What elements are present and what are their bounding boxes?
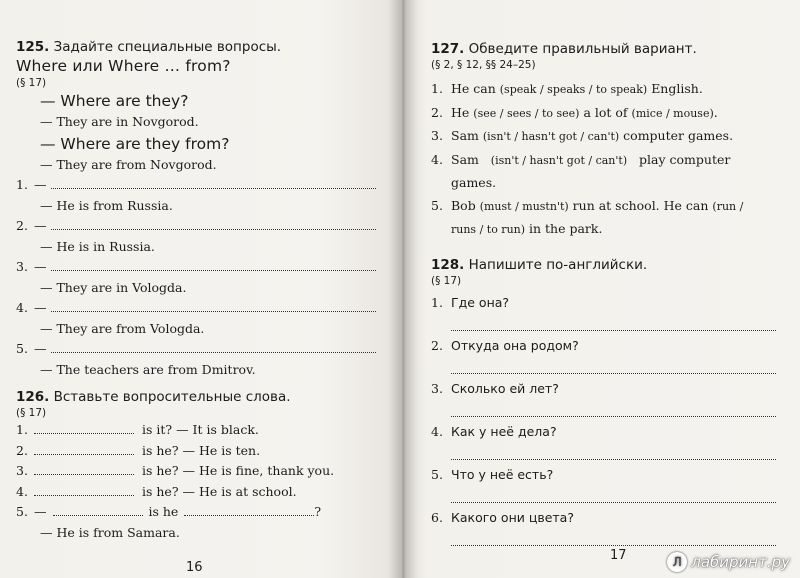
ex125-item-4: 4. — [16,298,376,319]
right-page [403,0,800,578]
ex125-item-2: 2. — [16,216,376,237]
ex125-answer-5: — The teachers are from Dmitrov. [40,361,256,377]
ex128-item-6: 6. Какого они цвета? [431,509,574,525]
answer-line[interactable] [451,527,776,546]
exercise-126-number: 126. [16,389,50,405]
left-page-content [16,38,376,543]
exercise-126-title: Вставьте вопросительные слова. [53,389,291,405]
labirint-logo-icon: Л [667,552,687,572]
answer-options[interactable]: (isn't / hasn't got / can't) [490,153,628,167]
answer-line[interactable] [451,312,776,331]
answer-options[interactable]: (mice / mouse) [631,106,714,120]
answer-line[interactable] [451,398,776,417]
exercise-128-number: 128. [431,256,465,273]
right-page-content [431,40,776,550]
book-spine-shadow [388,0,418,578]
answer-blank[interactable] [34,423,134,434]
ex127-item-1: 1. He can (speak / speaks / to speak) English. [431,81,703,96]
answer-options[interactable]: (speak / speaks / to speak) [499,83,648,96]
exercise-127-heading [431,40,776,58]
ex125-item-5: 5. — [16,339,376,360]
answer-options[interactable]: (must / mustn't) [479,199,569,213]
answer-blank[interactable] [51,342,377,353]
ex128-item-1: 1. Где она? [431,294,510,310]
page-number-left: 16 [186,560,203,575]
ex127-item-2: 2. He (see / sees / to see) a lot of (mice / mouse). [431,104,718,120]
ex126-item-2: 2. is he? — He is ten. [16,442,261,458]
watermark [667,552,790,572]
ex127-item-3: 3. Sam (isn't / hasn't got / can't) computer games. [431,128,734,143]
example-answer-1: — They are in Novgorod. [40,114,199,129]
answer-line[interactable] [451,441,776,460]
exercise-127-title: Обведите правильный вариант. [468,41,697,57]
example-answer-2: — They are from Novgorod. [40,156,217,172]
answer-blank[interactable] [51,178,377,189]
answer-blank[interactable] [34,444,134,455]
answer-line[interactable] [451,355,776,374]
example-question-2: — Where are they from? [40,134,230,153]
exercise-128-heading [431,256,776,274]
ex128-item-3: 3. Сколько ей лет? [431,380,559,396]
ex125-answer-1: — He is from Russia. [40,197,173,213]
exercise-125-number: 125. [16,39,50,55]
ex125-answer-4: — They are from Vologda. [40,320,205,336]
answer-options[interactable]: (see / sees / to see) [473,106,580,120]
exercise-125-heading [16,38,376,56]
exercise-125-title: Задайте специальные вопросы. [53,39,282,55]
ex126-final-answer: — He is from Samara. [40,524,180,540]
exercise-128-ref: (§ 17) [431,274,462,287]
ex126-item-5: 5. — is he ? [16,504,322,519]
ex126-item-3: 3. is he? — He is fine, thank you. [16,463,335,478]
exercise-128-title: Напишите по-английски. [468,256,648,273]
ex126-item-1: 1. is it? — It is black. [16,422,259,437]
ex128-item-4: 4. Как у неё дела? [431,423,557,439]
answer-blank[interactable] [34,485,134,496]
ex125-item-1: 1. — [16,175,376,196]
exercise-127-number: 127. [431,41,465,57]
answer-blank[interactable] [51,301,377,312]
answer-line[interactable] [451,484,776,503]
exercise-126-ref: (§ 17) [16,407,47,419]
exercise-125-subtitle: Where или Where … from? [16,57,231,75]
answer-blank[interactable] [51,260,377,271]
page-number-right: 17 [610,548,627,563]
ex127-item-5: 5. Bob (must / mustn't) run at school. He can (run / runs / to run) in the park. [431,197,744,236]
ex128-item-2: 2. Откуда она родом? [431,337,579,353]
answer-blank[interactable] [51,219,377,230]
answer-blank[interactable] [34,464,134,475]
answer-blank[interactable] [53,505,143,516]
answer-options[interactable]: (run / runs / to run) [451,199,744,236]
ex128-item-5: 5. Что у неё есть? [431,466,554,482]
ex125-answer-3: — They are in Vologda. [40,279,187,295]
exercise-125-ref: (§ 17) [16,77,47,89]
ex125-answer-2: — He is in Russia. [40,238,155,254]
answer-options[interactable]: (isn't / hasn't got / can't) [482,130,620,143]
answer-blank[interactable] [184,505,314,516]
watermark-text: лабиринт.ру [691,553,790,571]
exercise-127-ref: (§ 2, § 12, §§ 24–25) [431,59,536,71]
ex125-item-3: 3. — [16,257,376,278]
ex127-item-4: 4. Sam (isn't / hasn't got / can't) play computer games. [431,151,731,190]
ex126-item-4: 4. is he? — He is at school. [16,483,297,499]
exercise-126-heading [16,388,376,406]
example-question-1: — Where are they? [40,92,189,110]
